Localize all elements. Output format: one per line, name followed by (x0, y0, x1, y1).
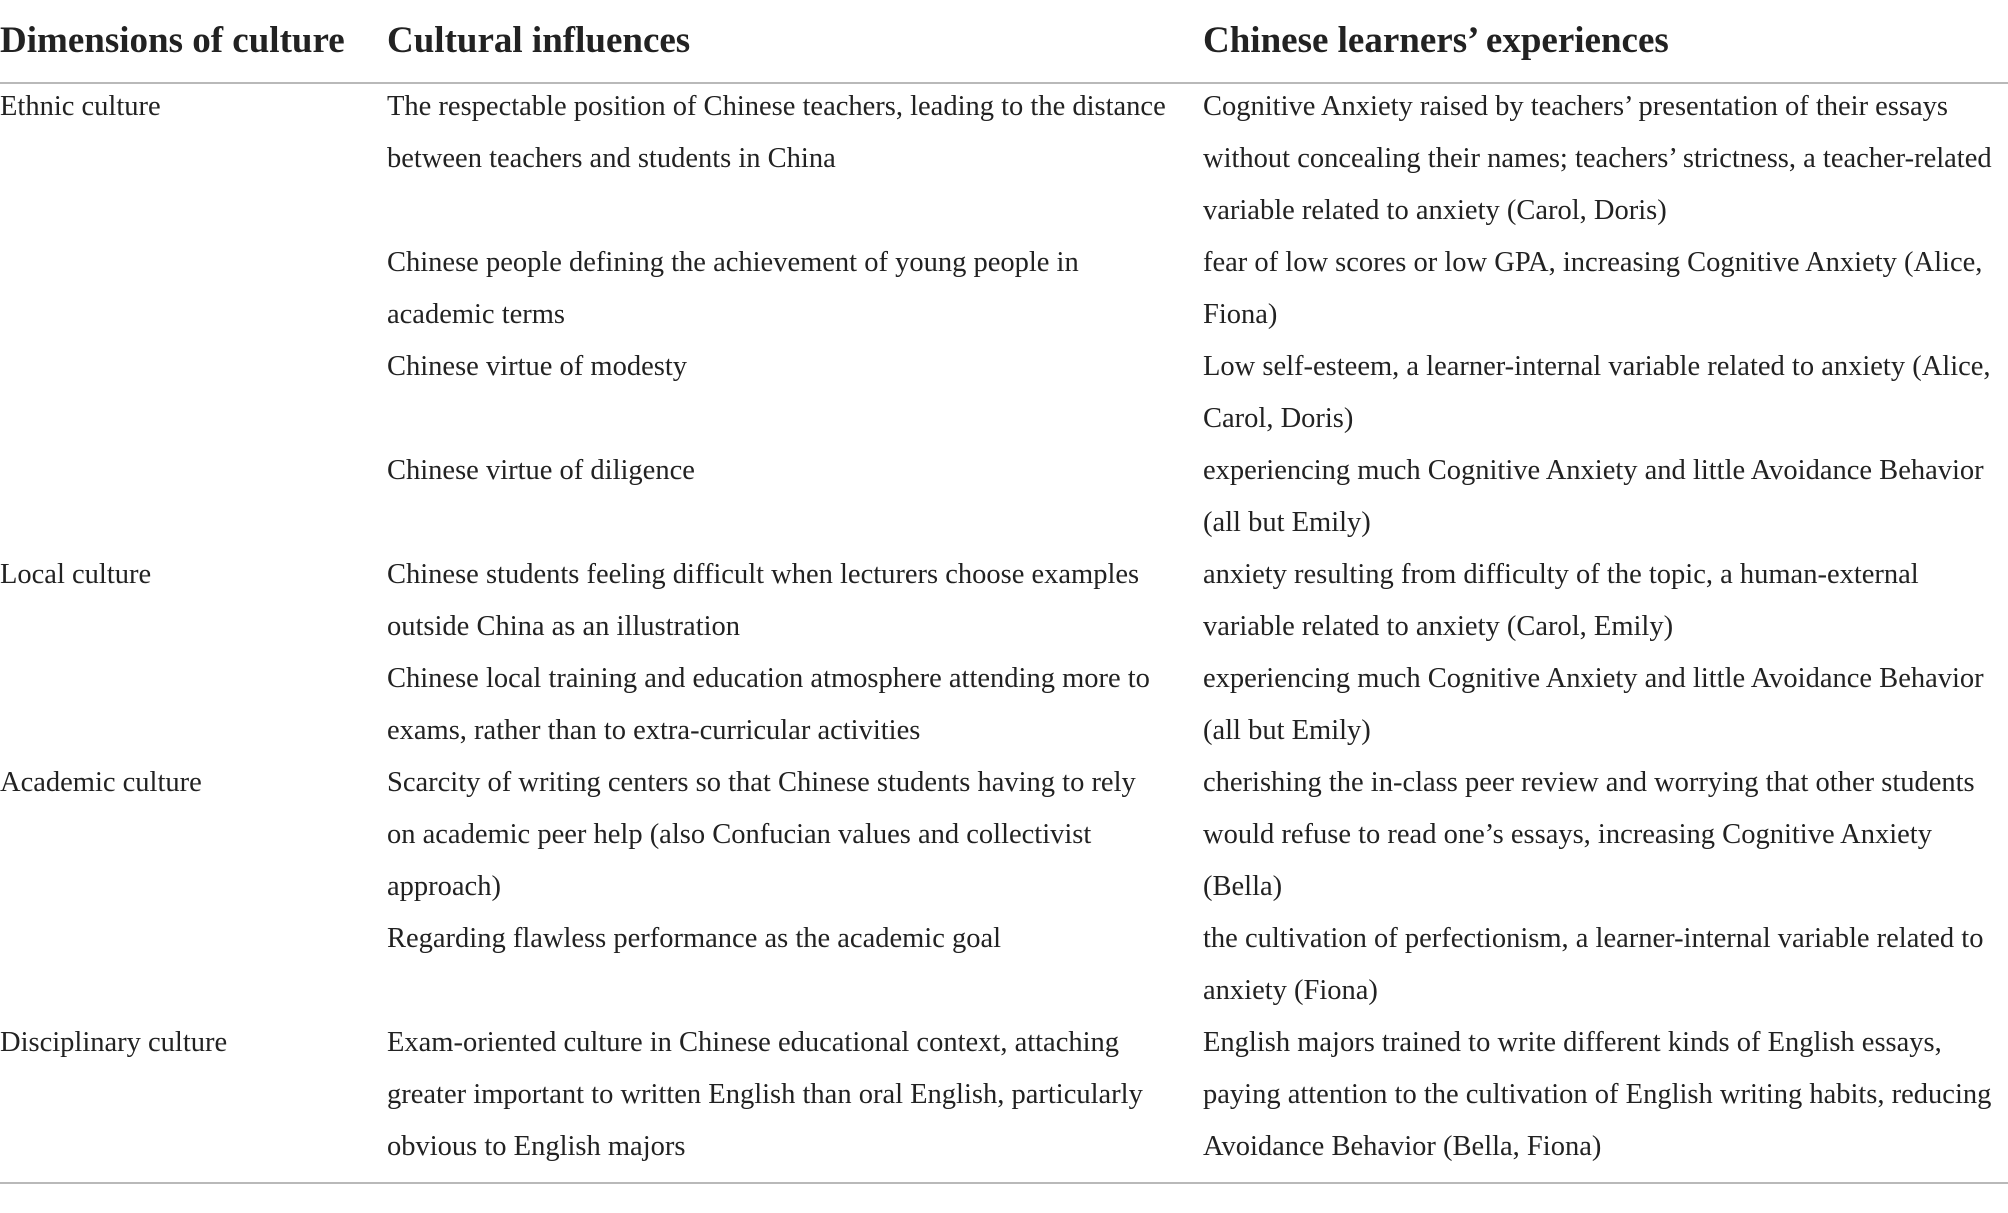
dimension-cell: Academic culture (0, 767, 202, 798)
experience-line: the cultivation of perfectionism, a learner-internal variable related to (1203, 923, 1984, 954)
experience-cell (1203, 445, 2008, 549)
experience-cell (1203, 237, 2008, 341)
influence-line: Chinese virtue of diligence (387, 455, 695, 486)
experience-line: (all but Emily) (1203, 715, 1371, 746)
experience-cell (1203, 549, 2008, 653)
influence-line: on academic peer help (also Confucian values and collectivist (387, 819, 1092, 850)
experience-cell (1203, 757, 2008, 913)
influence-cell (387, 757, 1187, 913)
experience-cell (1203, 653, 2008, 757)
influence-cell (387, 549, 1187, 653)
table-bottom-rule (0, 1182, 2008, 1184)
table-row (0, 445, 2008, 549)
influence-line: greater important to written English than oral English, particularly (387, 1079, 1143, 1110)
experience-cell (1203, 913, 2008, 1017)
influence-cell (387, 653, 1187, 757)
experience-line: would refuse to read one’s essays, increasing Cognitive Anxiety (1203, 819, 1932, 850)
experience-line: variable related to anxiety (Carol, Doris) (1203, 195, 1667, 226)
experience-line: experiencing much Cognitive Anxiety and little Avoidance Behavior (1203, 455, 1984, 486)
table-row (0, 81, 2008, 237)
experience-line: without concealing their names; teachers’ strictness, a teacher-related (1203, 143, 1992, 174)
influence-line: exams, rather than to extra-curricular activities (387, 715, 921, 746)
table-row (0, 1017, 2008, 1173)
influence-cell (387, 341, 1187, 393)
influence-line: Regarding flawless performance as the academic goal (387, 923, 1002, 954)
influence-line: Scarcity of writing centers so that Chinese students having to rely (387, 767, 1136, 798)
influence-line: The respectable position of Chinese teachers, leading to the distance (387, 91, 1166, 122)
influence-cell (387, 1017, 1187, 1173)
experience-line: Low self-esteem, a learner-internal variable related to anxiety (Alice, (1203, 351, 1991, 382)
table-row (0, 653, 2008, 757)
dimension-cell: Local culture (0, 559, 152, 590)
experience-line: Avoidance Behavior (Bella, Fiona) (1203, 1131, 1602, 1162)
experience-line: (all but Emily) (1203, 507, 1371, 538)
influence-line: Exam-oriented culture in Chinese educational context, attaching (387, 1027, 1120, 1058)
header-learners-experiences: Chinese learners’ experiences (1203, 20, 1669, 61)
influence-line: Chinese local training and education atmosphere attending more to (387, 663, 1150, 694)
dimension-cell: Ethnic culture (0, 91, 161, 122)
experience-line: (Bella) (1203, 871, 1283, 902)
influence-line: obvious to English majors (387, 1131, 686, 1162)
table-row (0, 549, 2008, 653)
table-row (0, 757, 2008, 913)
experience-line: Carol, Doris) (1203, 403, 1354, 434)
experience-cell (1203, 81, 2008, 237)
dimension-cell: Disciplinary culture (0, 1027, 228, 1058)
influence-line: between teachers and students in China (387, 143, 836, 174)
table-row (0, 341, 2008, 445)
influence-line: Chinese students feeling difficult when lecturers choose examples (387, 559, 1140, 590)
experience-line: variable related to anxiety (Carol, Emily) (1203, 611, 1674, 642)
influence-line: Chinese virtue of modesty (387, 351, 687, 382)
influence-cell (387, 237, 1187, 341)
experience-line: Fiona) (1203, 299, 1278, 330)
table-row (0, 237, 2008, 341)
experience-line: anxiety resulting from difficulty of the topic, a human-external (1203, 559, 1919, 590)
influence-cell (387, 445, 1187, 497)
experience-line: paying attention to the cultivation of English writing habits, reducing (1203, 1079, 1992, 1110)
table-header (0, 0, 2008, 82)
experience-line: English majors trained to write different kinds of English essays, (1203, 1027, 1942, 1058)
experience-line: experiencing much Cognitive Anxiety and little Avoidance Behavior (1203, 663, 1984, 694)
experience-line: cherishing the in-class peer review and worrying that other students (1203, 767, 1975, 798)
influence-line: approach) (387, 871, 501, 902)
table-row (0, 913, 2008, 1017)
header-cultural-influences: Cultural influences (387, 20, 691, 61)
experience-cell (1203, 1017, 2008, 1173)
influence-line: Chinese people defining the achievement of young people in (387, 247, 1079, 278)
header-dimensions: Dimensions of culture (0, 20, 345, 61)
influence-line: outside China as an illustration (387, 611, 741, 642)
influence-cell (387, 81, 1187, 185)
influence-line: academic terms (387, 299, 566, 330)
experience-line: Cognitive Anxiety raised by teachers’ presentation of their essays (1203, 91, 1949, 122)
experience-cell (1203, 341, 2008, 445)
experience-line: anxiety (Fiona) (1203, 975, 1378, 1006)
influence-cell (387, 913, 1187, 965)
experience-line: fear of low scores or low GPA, increasing Cognitive Anxiety (Alice, (1203, 247, 1983, 278)
